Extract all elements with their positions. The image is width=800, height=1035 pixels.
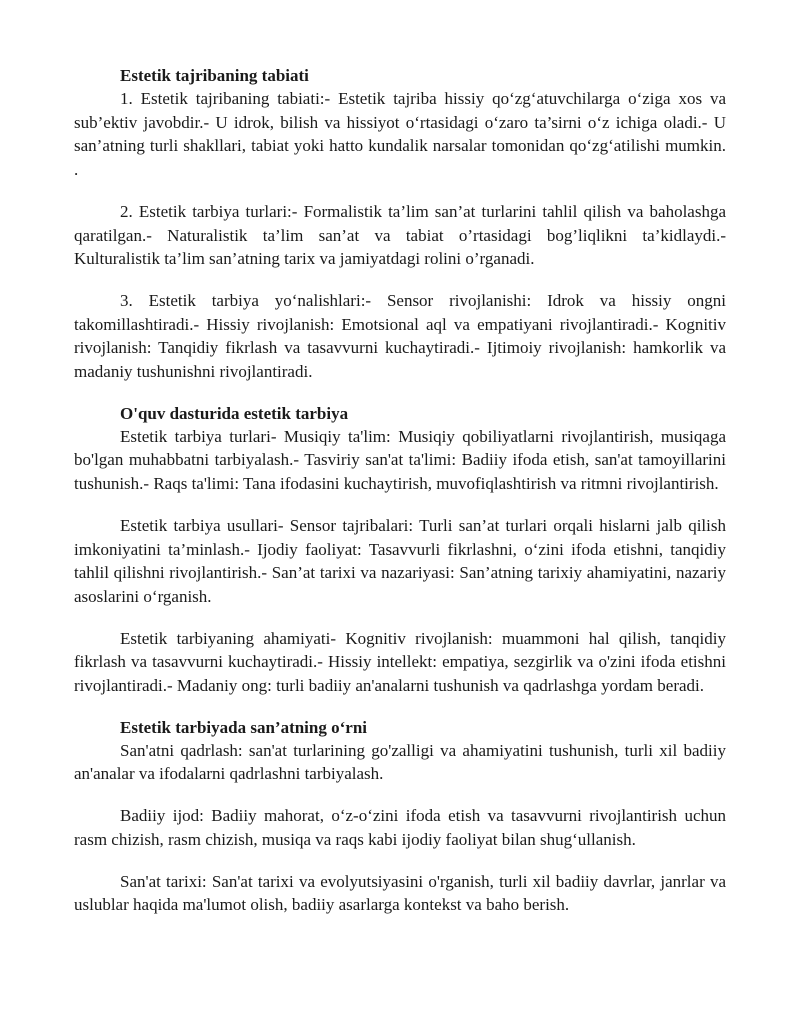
paragraph: San'at tarixi: San'at tarixi va evolyutsiyasini o'rganish, turli xil badiiy davrlar, janrlar va uslublar haqida ma'lumot olish, badiiy asarlarga kontekst va baho berish. <box>74 871 726 915</box>
paragraph-gap <box>74 271 726 289</box>
paragraph: San'atni qadrlash: san'at turlarining go'zalligi va ahamiyatini tushunish, turli xil badiiy an'analar va ifodalarni qadrlashni tarbiyalash. <box>74 740 726 784</box>
paragraph-gap <box>74 852 726 870</box>
paragraph-gap <box>74 384 726 404</box>
paragraph-gap <box>74 609 726 627</box>
paragraph: Estetik tarbiya usullari- Sensor tajribalari: Turli san’at turlari orqali hislarni jalb qilish imkoniyatini ta’minlash.- Ijodiy faoliyat: Tasavvurli fikrlashni, o‘zini ifoda etishni, tanqidiy tahlil qilishni rivojlantirish.- San’at tarixi va nazariyasi: San’atning tarixiy ahamiyatini, nazariy asoslarini o‘rganish. <box>74 515 726 606</box>
section-heading: O'quv dasturida estetik tarbiya <box>120 403 349 423</box>
paragraph-gap <box>74 786 726 804</box>
section-heading: Estetik tajribaning tabiati <box>120 66 309 85</box>
paragraph: 1. Estetik tajribaning tabiati:- Estetik tajriba hissiy qo‘zg‘atuvchilarga o‘ziga xos va sub’ektiv javobdir.- U idrok, bilish va hissiyot o‘rtasidagi o‘zaro ta’sirni o‘z ichiga oladi.- U san’atning turli shakllari, tabiat yoki hatto kundalik narsalar tomonidan qo‘zg‘atilishi mumkin. . <box>74 89 726 180</box>
paragraph: 3. Estetik tarbiya yo‘nalishlari:- Sensor rivojlanishi: Idrok va hissiy ongni takomillashtiradi.- Hissiy rivojlanish: Emotsional aql va empatiyani rivojlantiradi.- Kognitiv rivojlanish: Tanqidiy fikrlash va tasavvurni kuchaytiradi.- Ijtimoiy rivojlanish: hamkorlik va madaniy tushunishni rivojlantiradi. <box>74 290 726 382</box>
section-heading: Estetik tarbiyada san’atning o‘rni <box>120 717 367 737</box>
document-page <box>74 66 726 917</box>
paragraph-gap <box>74 496 726 514</box>
paragraph: 2. Estetik tarbiya turlari:- Formalistik ta’lim san’at turlarini tahlil qilish va baholashga qaratilgan.- Naturalistik ta’lim san’at va tabiat o’rtasidagi bog’liqlikni ta’kidlaydi.- Kulturalistik ta’lim san’atning tarix va jamiyatdagi rolini o’rganadi. <box>74 201 726 269</box>
paragraph: Badiiy ijod: Badiiy mahorat, o‘z-o‘zini ifoda etish va tasavvurni rivojlantirish uchun rasm chizish, rasm chizish, musiqa va raqs kabi ijodiy faoliyat bilan shug‘ullanish. <box>74 806 726 849</box>
paragraph: Estetik tarbiya turlari- Musiqiy ta'lim: Musiqiy qobiliyatlarni rivojlantirish, musiqaga bo'lgan muhabbatni tarbiyalash.- Tasviriy san'at ta'limi: Badiiy ifoda etish, san'at tamoyillarini tushunish.- Raqs ta'limi: Tana ifodasini kuchaytirish, muvofiqlashtirish va ritmni rivojlantirish. <box>74 426 726 494</box>
paragraph: Estetik tarbiyaning ahamiyati- Kognitiv rivojlanish: muammoni hal qilish, tanqidiy fikrlash va tasavvurni kuchaytiradi.- Hissiy intellekt: empatiya, sezgirlik va o'zini ifoda etishni rivojlantiradi.- Madaniy ong: turli badiiy an'analarni tushunish va qadrlashga yordam beradi. <box>74 628 726 696</box>
paragraph-gap <box>74 182 726 200</box>
paragraph-gap <box>74 698 726 718</box>
